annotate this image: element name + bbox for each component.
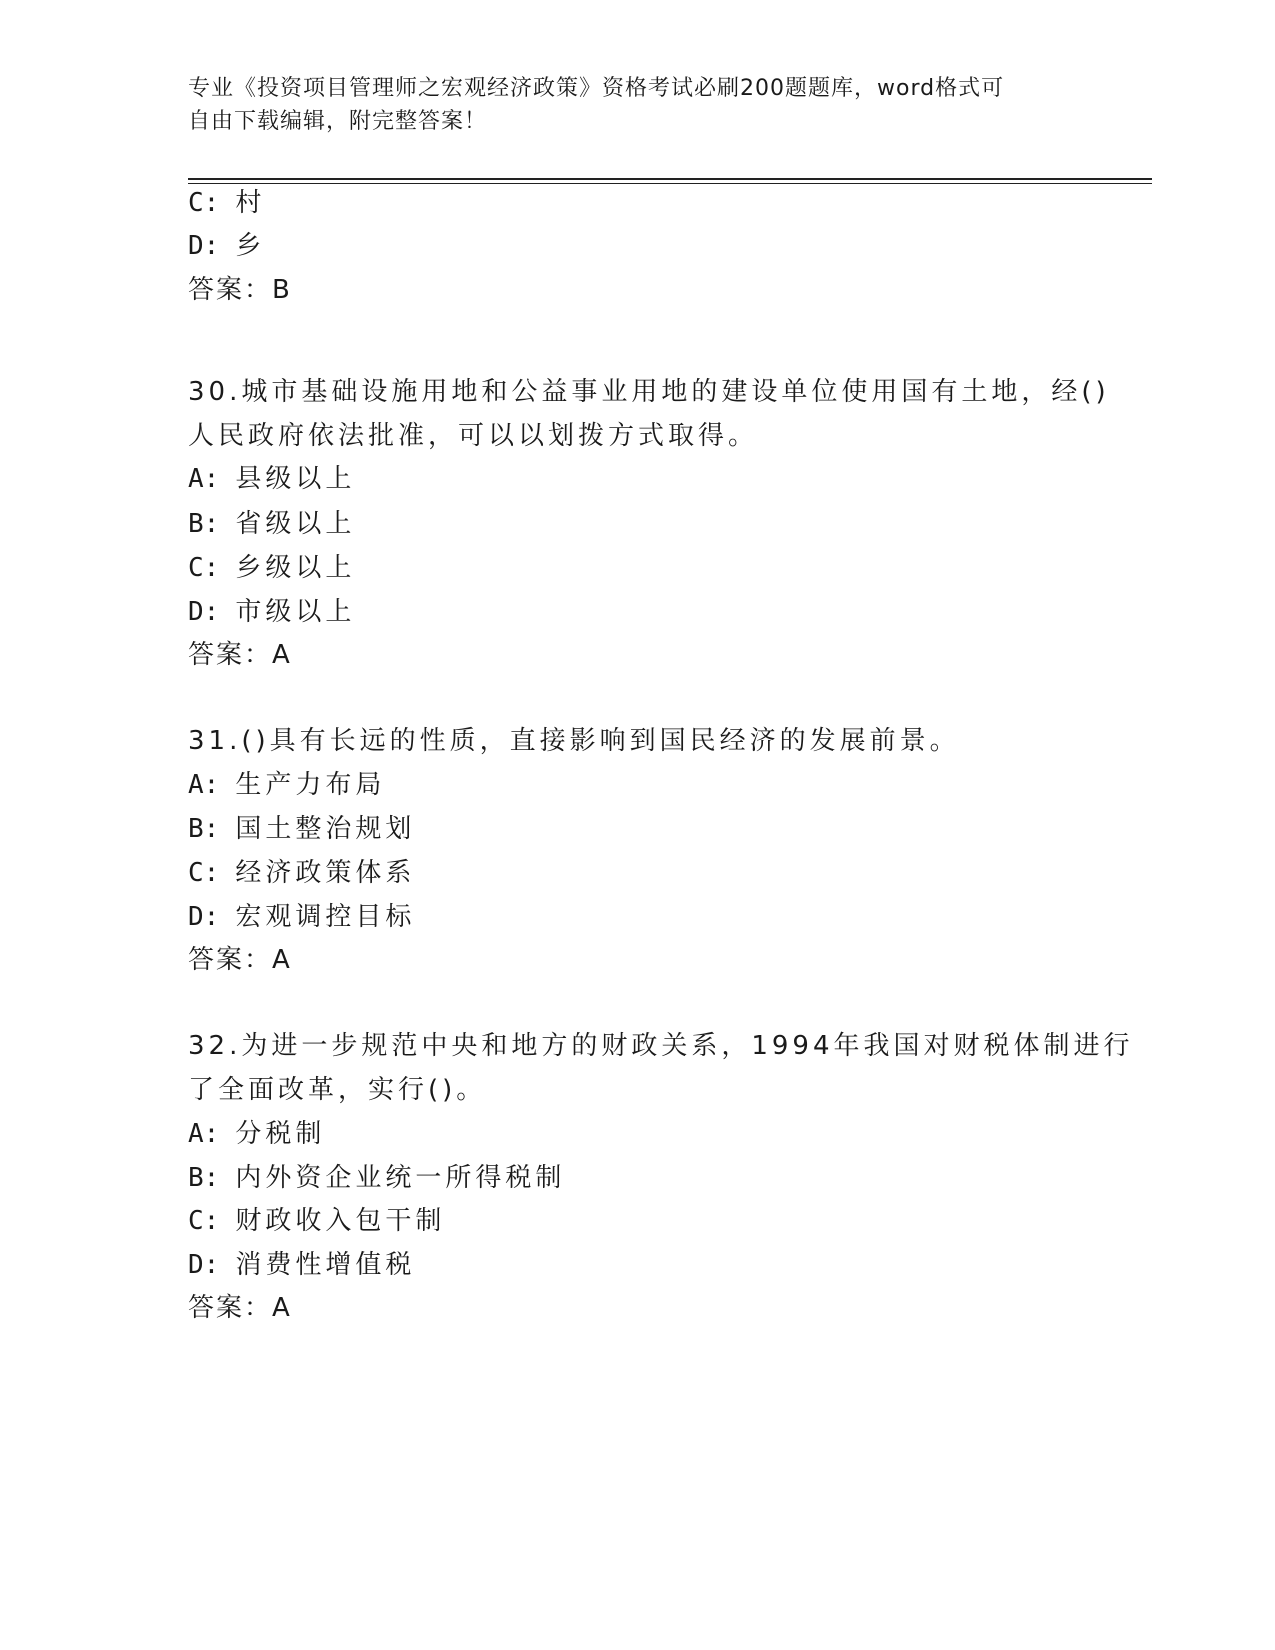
option-label: D: xyxy=(188,231,220,261)
q32-option-a xyxy=(188,1117,325,1151)
option-label: C: xyxy=(188,188,220,218)
option-text: 宏观调控目标 xyxy=(235,902,416,932)
option-label: B: xyxy=(188,509,220,539)
q30-stem-line-2: 人民政府依法批准，可以以划拨方式取得。 xyxy=(188,421,759,451)
prev-answer: 答案：B xyxy=(188,275,292,305)
option-label: B: xyxy=(188,814,220,844)
q32-stem-line-1: 32.为进一步规范中央和地方的财政关系，1994年我国对财税体制进行 xyxy=(188,1031,1134,1061)
q30-stem-line-1: 30.城市基础设施用地和公益事业用地的建设单位使用国有土地，经() xyxy=(188,377,1110,407)
q32-option-c xyxy=(188,1204,445,1238)
option-label: A: xyxy=(188,464,220,494)
header-title-line-1: 专业《投资项目管理师之宏观经济政策》资格考试必刷200题题库，word格式可 xyxy=(188,76,1005,101)
option-label: A: xyxy=(188,1119,220,1149)
option-label: D: xyxy=(188,1250,220,1280)
q32-option-b xyxy=(188,1161,565,1195)
q32-answer: 答案：A xyxy=(188,1293,292,1323)
option-label: C: xyxy=(188,1206,220,1236)
option-text: 乡 xyxy=(235,231,266,261)
option-text: 乡级以上 xyxy=(235,553,356,583)
option-label: C: xyxy=(188,553,220,583)
header-title-line-2: 自由下载编辑，附完整答案！ xyxy=(188,109,488,134)
option-text: 省级以上 xyxy=(235,509,356,539)
option-text: 市级以上 xyxy=(235,597,356,627)
option-label: B: xyxy=(188,1163,220,1193)
option-text: 消费性增值税 xyxy=(235,1250,416,1280)
header-divider-thick xyxy=(188,178,1152,180)
q31-answer: 答案：A xyxy=(188,945,292,975)
prev-option-d xyxy=(188,229,265,263)
q31-option-b xyxy=(188,812,415,846)
option-label: C: xyxy=(188,858,220,888)
q31-stem-line-1: 31.()具有长远的性质，直接影响到国民经济的发展前景。 xyxy=(188,726,960,756)
header-divider-thin xyxy=(188,183,1152,184)
q30-option-a xyxy=(188,462,355,496)
q30-option-d xyxy=(188,595,355,629)
q31-option-c xyxy=(188,856,415,890)
option-text: 国土整治规划 xyxy=(235,814,416,844)
document-header xyxy=(188,72,1088,138)
q32-option-d xyxy=(188,1248,415,1282)
q30-option-b xyxy=(188,507,355,541)
option-text: 县级以上 xyxy=(235,464,356,494)
q30-option-c xyxy=(188,551,355,585)
option-text: 财政收入包干制 xyxy=(235,1206,446,1236)
prev-option-c xyxy=(188,186,265,220)
option-text: 分税制 xyxy=(235,1119,326,1149)
q30-answer: 答案：A xyxy=(188,640,292,670)
option-text: 村 xyxy=(235,188,266,218)
q31-option-a xyxy=(188,768,385,802)
option-text: 生产力布局 xyxy=(235,770,386,800)
q31-option-d xyxy=(188,900,415,934)
option-text: 经济政策体系 xyxy=(235,858,416,888)
option-label: A: xyxy=(188,770,220,800)
option-label: D: xyxy=(188,902,220,932)
q32-stem-line-2: 了全面改革，实行()。 xyxy=(188,1075,487,1105)
option-text: 内外资企业统一所得税制 xyxy=(235,1163,566,1193)
option-label: D: xyxy=(188,597,220,627)
